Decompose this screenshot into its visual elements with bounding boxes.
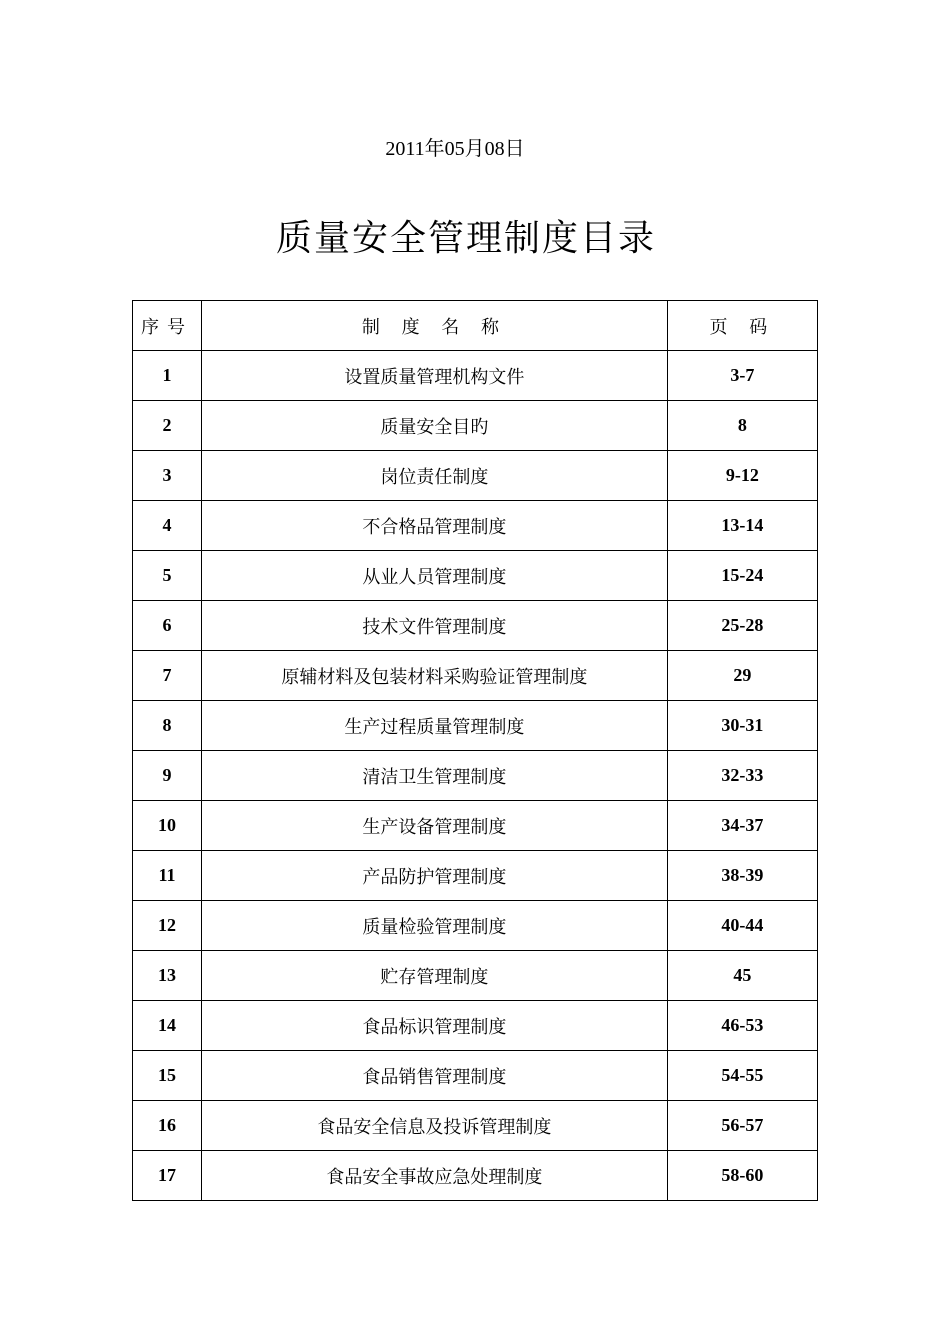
row-page bbox=[667, 451, 817, 501]
toc-body bbox=[133, 351, 818, 1201]
row-page-text: 45 bbox=[733, 965, 752, 985]
row-name bbox=[202, 951, 668, 1001]
row-page-text: 30-31 bbox=[721, 715, 764, 735]
table-row bbox=[133, 751, 818, 801]
row-name bbox=[202, 701, 668, 751]
row-page bbox=[667, 801, 817, 851]
row-name bbox=[202, 1151, 668, 1201]
table-row bbox=[133, 951, 818, 1001]
row-page bbox=[667, 1151, 817, 1201]
row-name bbox=[202, 1001, 668, 1051]
row-name-text: 质量安全目旳 bbox=[380, 416, 489, 438]
row-number-text: 8 bbox=[162, 715, 172, 735]
row-page bbox=[667, 501, 817, 551]
row-number-text: 17 bbox=[158, 1165, 177, 1185]
table-row bbox=[133, 1051, 818, 1101]
row-number bbox=[133, 401, 202, 451]
row-number-text: 5 bbox=[162, 565, 172, 585]
header-name: 制 度 名 称 bbox=[202, 301, 668, 351]
row-name-text: 从业人员管理制度 bbox=[362, 566, 507, 588]
row-number bbox=[133, 501, 202, 551]
row-name-text: 食品安全事故应急处理制度 bbox=[326, 1166, 543, 1188]
row-name bbox=[202, 551, 668, 601]
row-name bbox=[202, 401, 668, 451]
row-number-text: 9 bbox=[162, 765, 172, 785]
row-name bbox=[202, 651, 668, 701]
row-number bbox=[133, 451, 202, 501]
row-name-text: 食品安全信息及投诉管理制度 bbox=[317, 1116, 552, 1138]
row-page bbox=[667, 551, 817, 601]
row-name bbox=[202, 851, 668, 901]
row-number-text: 7 bbox=[162, 665, 172, 685]
row-name bbox=[202, 901, 668, 951]
row-number-text: 10 bbox=[158, 815, 177, 835]
row-number-text: 6 bbox=[162, 615, 172, 635]
row-page-text: 8 bbox=[737, 415, 747, 435]
row-name-text: 技术文件管理制度 bbox=[362, 616, 507, 638]
table-row bbox=[133, 401, 818, 451]
row-page bbox=[667, 751, 817, 801]
row-number-text: 14 bbox=[158, 1015, 177, 1035]
row-number bbox=[133, 1051, 202, 1101]
row-page-text: 32-33 bbox=[721, 765, 764, 785]
row-name-text: 贮存管理制度 bbox=[380, 966, 489, 988]
row-page bbox=[667, 901, 817, 951]
row-name bbox=[202, 351, 668, 401]
row-page-text: 38-39 bbox=[721, 865, 764, 885]
row-name bbox=[202, 751, 668, 801]
row-page bbox=[667, 601, 817, 651]
toc-header-row bbox=[133, 301, 818, 351]
row-number bbox=[133, 1001, 202, 1051]
row-number bbox=[133, 1101, 202, 1151]
row-name bbox=[202, 501, 668, 551]
table-row bbox=[133, 701, 818, 751]
table-row bbox=[133, 801, 818, 851]
row-page-text: 54-55 bbox=[721, 1065, 764, 1085]
row-name bbox=[202, 1051, 668, 1101]
row-page-text: 9-12 bbox=[725, 465, 759, 485]
row-number-text: 1 bbox=[162, 365, 172, 385]
row-number-text: 12 bbox=[158, 915, 177, 935]
row-page-text: 13-14 bbox=[721, 515, 764, 535]
row-page bbox=[667, 701, 817, 751]
table-row bbox=[133, 501, 818, 551]
row-number-text: 4 bbox=[162, 515, 172, 535]
row-page bbox=[667, 351, 817, 401]
header-page: 页 码 bbox=[667, 301, 817, 351]
row-page-text: 56-57 bbox=[721, 1115, 764, 1135]
row-page bbox=[667, 951, 817, 1001]
document-date: 2011年05月08日 bbox=[385, 138, 525, 160]
row-name-text: 食品销售管理制度 bbox=[362, 1066, 507, 1088]
table-row bbox=[133, 651, 818, 701]
row-name-text: 不合格品管理制度 bbox=[362, 516, 507, 538]
row-number bbox=[133, 601, 202, 651]
row-page-text: 3-7 bbox=[730, 365, 755, 385]
row-page-text: 25-28 bbox=[721, 615, 764, 635]
row-number-text: 16 bbox=[158, 1115, 177, 1135]
table-row bbox=[133, 1101, 818, 1151]
row-name-text: 质量检验管理制度 bbox=[362, 916, 507, 938]
row-name bbox=[202, 801, 668, 851]
row-page-text: 58-60 bbox=[721, 1165, 764, 1185]
row-name-text: 生产设备管理制度 bbox=[362, 816, 507, 838]
row-number bbox=[133, 751, 202, 801]
row-page bbox=[667, 1051, 817, 1101]
header-number: 序号 bbox=[133, 301, 202, 351]
row-number bbox=[133, 651, 202, 701]
row-number bbox=[133, 801, 202, 851]
row-page-text: 29 bbox=[733, 665, 752, 685]
row-page bbox=[667, 651, 817, 701]
row-name-text: 食品标识管理制度 bbox=[362, 1016, 507, 1038]
row-page bbox=[667, 1101, 817, 1151]
row-name-text: 清洁卫生管理制度 bbox=[362, 766, 507, 788]
row-number bbox=[133, 701, 202, 751]
row-page-text: 34-37 bbox=[721, 815, 764, 835]
table-row bbox=[133, 451, 818, 501]
table-row bbox=[133, 351, 818, 401]
row-name-text: 设置质量管理机构文件 bbox=[344, 366, 525, 388]
table-row bbox=[133, 1001, 818, 1051]
row-page bbox=[667, 1001, 817, 1051]
row-page-text: 15-24 bbox=[721, 565, 764, 585]
row-name-text: 产品防护管理制度 bbox=[362, 866, 507, 888]
row-page-text: 40-44 bbox=[721, 915, 764, 935]
table-row bbox=[133, 601, 818, 651]
row-number-text: 3 bbox=[162, 465, 172, 485]
row-number-text: 2 bbox=[162, 415, 172, 435]
row-number bbox=[133, 901, 202, 951]
document-title: 质量安全管理制度目录 bbox=[275, 218, 656, 258]
row-name-text: 岗位责任制度 bbox=[380, 466, 489, 488]
row-number bbox=[133, 351, 202, 401]
table-row bbox=[133, 901, 818, 951]
row-number bbox=[133, 951, 202, 1001]
row-number bbox=[133, 851, 202, 901]
row-name bbox=[202, 451, 668, 501]
row-page-text: 46-53 bbox=[721, 1015, 764, 1035]
row-name-text: 生产过程质量管理制度 bbox=[344, 716, 525, 738]
row-page bbox=[667, 851, 817, 901]
row-number bbox=[133, 551, 202, 601]
toc-table bbox=[132, 300, 818, 1201]
row-number bbox=[133, 1151, 202, 1201]
table-row bbox=[133, 1151, 818, 1201]
row-number-text: 15 bbox=[158, 1065, 177, 1085]
row-name bbox=[202, 1101, 668, 1151]
table-row bbox=[133, 551, 818, 601]
row-page bbox=[667, 401, 817, 451]
table-row bbox=[133, 851, 818, 901]
row-number-text: 11 bbox=[158, 865, 176, 885]
row-name bbox=[202, 601, 668, 651]
row-number-text: 13 bbox=[158, 965, 177, 985]
row-name-text: 原辅材料及包装材料采购验证管理制度 bbox=[281, 666, 588, 688]
